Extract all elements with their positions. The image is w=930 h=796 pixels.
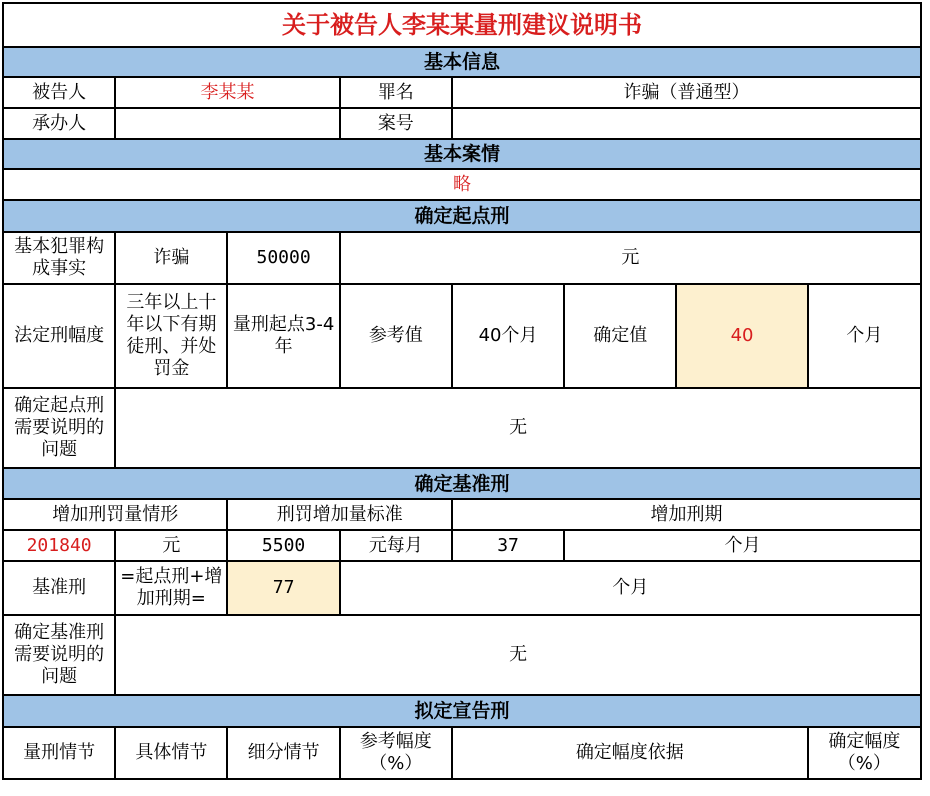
base-penalty-unit: 个月 [340,561,921,615]
start-penalty-note-label: 确定起点刑需要说明的问题 [3,388,115,468]
charge-value[interactable]: 诈骗（普通型） [452,77,921,108]
statutory-range-label: 法定刑幅度 [3,284,115,388]
reference-label: 参考值 [340,284,452,388]
increase-term-header: 增加刑期 [452,499,921,530]
statutory-range-row [3,284,921,388]
section-basic-info [3,47,921,77]
start-range-value: 量刑起点3-4年 [227,284,339,388]
case-no-label: 案号 [340,108,452,139]
fixed-value-input[interactable]: 40 [676,284,807,388]
section-proposed-penalty [3,695,921,727]
base-penalty-row [3,561,921,615]
start-penalty-note-value[interactable]: 无 [115,388,921,468]
crime-type-value[interactable]: 诈骗 [115,232,227,284]
increase-standard-value[interactable]: 5500 [227,530,339,561]
section-header-start-penalty: 确定起点刑 [3,200,921,232]
case-facts-value[interactable]: 略 [3,169,921,200]
increase-standard-unit: 元每月 [340,530,452,561]
sentencing-sheet [2,2,922,780]
increase-situation-unit: 元 [115,530,227,561]
case-no-value[interactable] [452,108,921,139]
increase-term-value: 37 [452,530,564,561]
defendant-value[interactable]: 李某某 [115,77,339,108]
reference-value: 40个月 [452,284,564,388]
crime-amount-unit: 元 [340,232,921,284]
defendant-row [3,77,921,108]
increase-standard-header: 刑罚增加量标准 [227,499,451,530]
fixed-range-header: 确定幅度（%） [808,727,921,779]
fixed-value-unit: 个月 [808,284,921,388]
start-penalty-note-row [3,388,921,468]
defendant-label: 被告人 [3,77,115,108]
section-header-basic-info: 基本信息 [3,47,921,77]
section-base-penalty [3,468,921,499]
section-case-facts [3,139,921,169]
crime-facts-row [3,232,921,284]
handler-row [3,108,921,139]
fixed-value-label: 确定值 [564,284,676,388]
base-penalty-note-value[interactable]: 无 [115,615,921,695]
range-basis-header: 确定幅度依据 [452,727,808,779]
title-row [3,3,921,47]
base-penalty-value: 77 [227,561,339,615]
charge-label: 罪名 [340,77,452,108]
handler-label: 承办人 [3,108,115,139]
section-start-penalty [3,200,921,232]
section-header-case-facts: 基本案情 [3,139,921,169]
increase-situation-header: 增加刑罚量情形 [3,499,227,530]
document-title: 关于被告人李某某量刑建议说明书 [3,3,921,47]
base-penalty-note-label: 确定基准刑需要说明的问题 [3,615,115,695]
increase-values-row [3,530,921,561]
section-header-proposed-penalty: 拟定宣告刑 [3,695,921,727]
crime-facts-label: 基本犯罪构成事实 [3,232,115,284]
case-facts-row [3,169,921,200]
base-penalty-label: 基准刑 [3,561,115,615]
handler-value[interactable] [115,108,339,139]
sub-circumstance-header: 细分情节 [227,727,339,779]
statutory-range-value: 三年以上十年以下有期徒刑、并处罚金 [115,284,227,388]
proposed-penalty-columns-row [3,727,921,779]
section-header-base-penalty: 确定基准刑 [3,468,921,499]
increase-situation-value[interactable]: 201840 [3,530,115,561]
increase-term-unit: 个月 [564,530,921,561]
reference-range-header: 参考幅度（%） [340,727,452,779]
base-penalty-formula: =起点刑+增加刑期= [115,561,227,615]
crime-amount-value[interactable]: 50000 [227,232,339,284]
base-penalty-columns-row [3,499,921,530]
base-penalty-note-row [3,615,921,695]
sentencing-circumstance-header: 量刑情节 [3,727,115,779]
specific-circumstance-header: 具体情节 [115,727,227,779]
